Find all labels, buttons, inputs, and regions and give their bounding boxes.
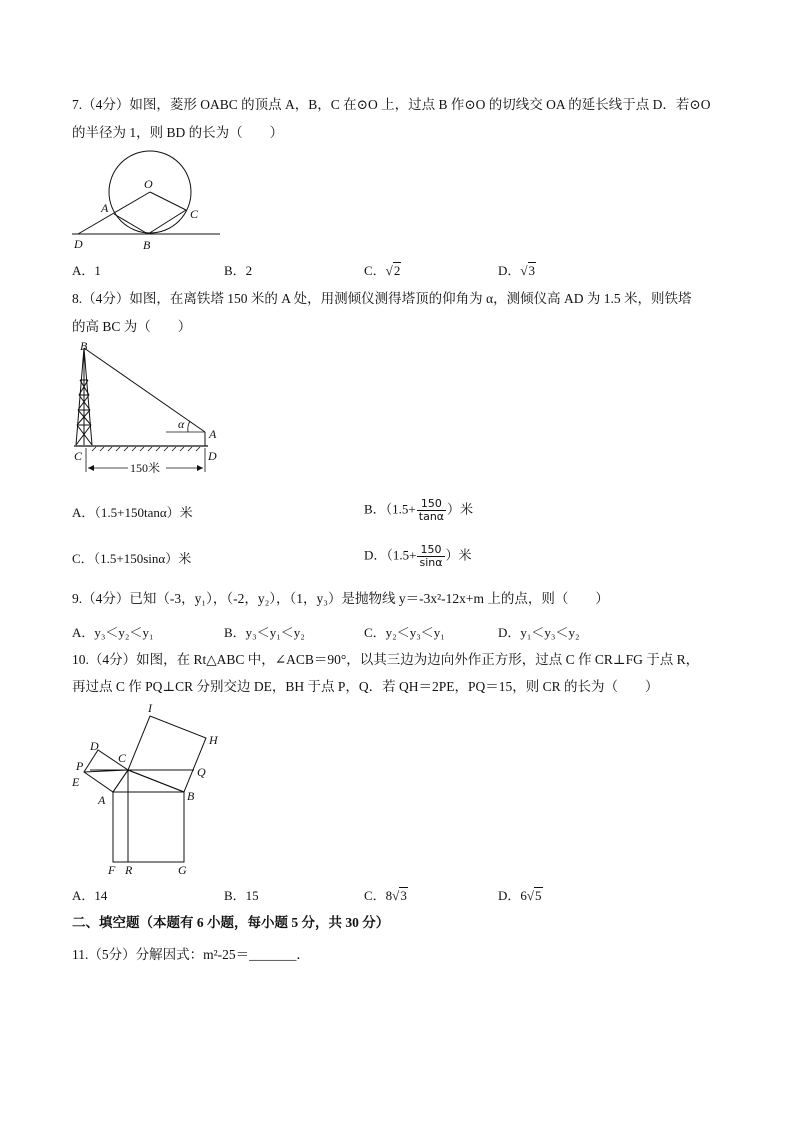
q7-segment-BC	[148, 210, 186, 234]
q10-label-A: A	[98, 793, 106, 807]
q8-option-b-prefix: B．（1.5+	[364, 501, 416, 517]
q8-option-b-denominator: tanα	[418, 510, 445, 523]
q7-stem-line2: 的半径为 1，则 BD 的长为（ ）	[72, 125, 284, 140]
q8-option-d-suffix: ）米	[445, 547, 472, 563]
q9-option-a[interactable]: A．y₃＜y₂＜y₁	[72, 625, 154, 640]
q7-option-c-radicand: 2	[393, 263, 401, 278]
q8-dim-arrow-right	[197, 465, 203, 471]
q8-sightline-AB	[84, 348, 205, 432]
q10-label-R: R	[125, 863, 133, 877]
q8-angle-arc	[188, 421, 190, 432]
q10-label-P: P	[76, 759, 84, 773]
q8-option-b-suffix: ）米	[447, 501, 474, 517]
q7-label-O: O	[144, 177, 153, 191]
q10-option-b[interactable]: B．15	[224, 888, 259, 903]
q10-label-I: I	[148, 701, 152, 715]
q7-option-b[interactable]	[224, 262, 252, 280]
q7-option-d-prefix: D．	[498, 263, 521, 278]
q8-label-dist: 150米	[130, 461, 161, 475]
q9-option-d[interactable]: D．y₁＜y₃＜y₂	[498, 625, 580, 640]
q7-figure	[70, 148, 230, 256]
q10-label-G: G	[178, 863, 187, 877]
q7-option-b-prefix: B．	[224, 263, 246, 278]
q8-option-d-denominator: sinα	[419, 556, 443, 569]
q7-option-c-sqrt: √2	[385, 263, 401, 278]
q8-option-c[interactable]: C．（1.5+150sinα）米	[72, 551, 192, 566]
q7-label-A: A	[101, 201, 109, 215]
q10-square-CBHI	[128, 716, 206, 792]
q10-stem-line2: 再过点 C 作 PQ⊥CR 分别交边 DE，BH 于点 P，Q．若 QH＝2PE，PQ＝15，则 CR 的长为（ ）	[72, 679, 659, 694]
q7-segment-AB	[114, 214, 148, 234]
q9-option-c[interactable]: C．y₂＜y₃＜y₁	[364, 625, 445, 640]
q11-stem: 11.（5分）分解因式：m²-25＝_______．	[72, 947, 310, 962]
q8-option-d[interactable]	[364, 544, 472, 569]
q7-option-b-value: 2	[245, 263, 253, 278]
q8-ground-hatch	[92, 447, 200, 451]
q7-stem-line1: 7.（4分）如图，菱形 OABC 的顶点 A，B，C 在⊙O 上，过点 B 作⊙O 的切线交 OA 的延长线于点 D．若⊙O	[72, 97, 711, 112]
q9-option-b[interactable]: B．y₃＜y₁＜y₂	[224, 625, 305, 640]
q7-option-a-prefix: A．	[72, 263, 95, 278]
q7-option-a[interactable]	[72, 262, 101, 280]
q7-option-d-sqrt: √3	[520, 263, 536, 278]
q10-option-d-radicand: 5	[535, 888, 542, 903]
q10-triangle-ABC	[113, 770, 184, 792]
section-2-title: 二、填空题（本题有 6 小题，每小题 5 分，共 30 分）	[72, 915, 390, 930]
q10-option-a[interactable]: A．14	[72, 888, 108, 903]
q7-option-c-prefix: C．	[364, 263, 386, 278]
q10-option-c-sqrt: √3	[392, 888, 407, 903]
q8-option-a[interactable]: A．（1.5+150tanα）米	[72, 505, 193, 520]
q10-label-Q: Q	[197, 765, 206, 779]
q10-label-D: D	[90, 739, 99, 753]
q7-option-d[interactable]	[498, 262, 536, 280]
q8-dim-arrow-left	[88, 465, 94, 471]
q10-option-d[interactable]	[498, 887, 543, 905]
q8-option-b-fraction	[417, 498, 446, 523]
q8-label-A: A	[209, 427, 217, 441]
q10-option-c-radicand: 3	[400, 888, 407, 903]
q10-option-d-prefix: D．6	[498, 888, 527, 903]
q10-square-ABGF	[113, 792, 184, 862]
q7-label-C: C	[190, 207, 199, 221]
q10-label-E: E	[72, 775, 80, 789]
q10-label-C: C	[118, 751, 127, 765]
q8-option-b-numerator: 150	[417, 498, 446, 511]
q8-label-alpha: α	[178, 417, 185, 431]
q8-stem-line2: 的高 BC 为（ ）	[72, 319, 192, 334]
q10-figure	[70, 700, 230, 878]
q10-label-H: H	[209, 733, 218, 747]
q7-label-D: D	[74, 237, 83, 251]
q8-option-d-prefix: D．（1.5+	[364, 547, 417, 563]
q10-option-d-sqrt: √5	[526, 888, 542, 903]
q8-label-D: D	[208, 449, 217, 463]
q8-tower	[76, 348, 92, 445]
q7-segment-DO	[78, 192, 150, 234]
q9-stem: 9.（4分）已知（-3，y₁），（-2，y₂），（1，y₃）是抛物线 y＝-3x²-12x+m 上的点，则（ ）	[72, 591, 609, 606]
q8-label-B: B	[80, 340, 88, 353]
q10-label-F: F	[108, 863, 116, 877]
q8-option-b[interactable]	[364, 498, 473, 523]
q10-label-B: B	[187, 789, 195, 803]
q10-stem-line1: 10.（4分）如图，在 Rt△ABC 中，∠ACB＝90°，以其三边为边向外作正方形，过点 C 作 CR⊥FG 于点 R，	[72, 652, 700, 667]
q10-option-c[interactable]	[364, 887, 408, 905]
q8-option-d-fraction	[417, 544, 444, 569]
q7-label-B: B	[143, 238, 151, 252]
q8-option-d-numerator: 150	[417, 544, 444, 557]
q7-option-d-radicand: 3	[528, 263, 536, 278]
q7-segment-OC	[150, 192, 186, 210]
q10-option-c-prefix: C．8	[364, 888, 393, 903]
q8-figure	[70, 340, 230, 480]
q8-label-C: C	[74, 449, 83, 463]
q7-option-a-value: 1	[94, 263, 101, 278]
q8-stem-line1: 8.（4分）如图，在离铁塔 150 米的 A 处，用测倾仪测得塔顶的仰角为 α，测倾仪高 AD 为 1.5 米，则铁塔	[72, 291, 692, 306]
q7-option-c[interactable]	[364, 262, 401, 280]
